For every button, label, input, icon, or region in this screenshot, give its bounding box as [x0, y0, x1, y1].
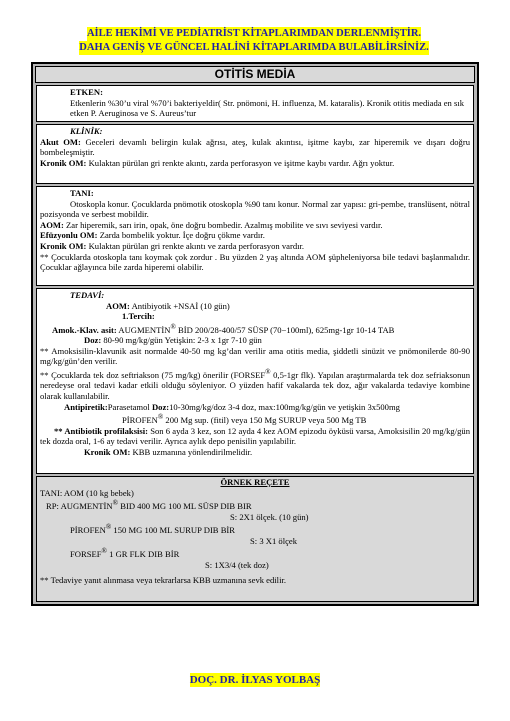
tedavi-kronik-label: Kronik OM: [84, 446, 131, 457]
tedavi-heading: TEDAVİ: [70, 290, 105, 300]
tedavi-note-2a: ** Çocuklarda tek doz seftriakson (75 mg/kg) önerilir (FORSEF [40, 369, 266, 380]
amok-text: BİD 200/28-400/57 SÜSP (70−100ml), 625mg-1gr 10-14 TAB [175, 324, 395, 335]
tani-note: ** Çocuklarda otoskopla tanı koymak çok zordur . Bu yüzden 2 yaş altında AOM şüpheleniyorsa bile tedavi başlanmalıdır. Çocuklar ağlayınca bile zarda hiperemi olabilir. [40, 251, 470, 273]
doz-label: Doz: [84, 335, 102, 346]
tani-aom-text: Zar hiperemik, sarı irin, opak, öne doğru bombedir. Azalmış mobilite ve sıvı seviyesi vardır. [66, 219, 383, 230]
recete-drug3-sig: S: 1X3/4 (tek doz) [205, 559, 269, 570]
klinik-kronik-text: Kulaktan pürülan gri renkte akıntı, zarda perforasyon ve işitme kaybı vardır. Ağrı yoktur. [88, 157, 395, 168]
banner-line-2: DAHA GENİŞ VE GÜNCEL HALİNİ KİTAPLARIMDA BULABİLİRSİNİZ. [79, 42, 429, 53]
recete-drug1-sig: S: 2X1 ölçek. (10 gün) [230, 511, 309, 522]
tedavi-aom-label: AOM: [106, 300, 130, 311]
profilaksi-label: ** Antibiotik profilaksisi: [54, 425, 149, 436]
klinik-kronik-label: Kronik OM: [40, 157, 87, 168]
etken-text: Etkenlerin %30’u viral %70’i bakteriyeldir( Str. pnömoni, H. influenza, M. kataralis). Kronik otitis mediada en sık etken P. Aeruginosa ve S. Aureus’tur [70, 97, 465, 119]
tedavi-note-1: ** Amoksisilin-klavunik asit normalde 40-50 mg kg’dan verilir ama otitis media, şiddetli sinüzit ve pnömonilerde 80-90 mg/kg/gün’den verilir. [40, 345, 470, 367]
tani-efuz-text: Zarda bombelik yoktur. İçe doğru çökme vardır. [99, 230, 265, 241]
section-klinik [36, 124, 474, 184]
amok-label: Amok.-Klav. asit: [52, 324, 117, 335]
doz-text: 80-90 mg/kg/gün Yetişkin: 2-3 x 1gr 7-10 gün [101, 335, 262, 346]
registered-mark: ® [112, 499, 119, 508]
section-tedavi [36, 288, 474, 474]
klinik-akut-text: Geceleri devamlı belirgin kulak ağrısı, ateş, kulak akıntısı, işitme kaybı, zar hiperemik ve dışarı doğru bombeleşmiştir. [40, 136, 470, 158]
tani-efuz-label: Efüzyonlu OM: [40, 230, 98, 241]
klinik-heading: KLİNİK: [70, 126, 103, 136]
tedavi-kronik-text: KBB uzmanına yönlendirilmelidir. [130, 446, 253, 457]
recete-drug3-brand: FORSEF [70, 549, 102, 560]
antipiretik-doz-label: Doz: [151, 401, 170, 412]
recete-heading: ÖRNEK REÇETE [220, 477, 290, 487]
klinik-akut-label: Akut OM: [40, 136, 81, 147]
recete-drug2-text: 150 MG 100 ML SURUP DIB BİR [111, 525, 236, 536]
content-frame [31, 62, 479, 606]
recete-drug2-brand: PİROFEN [70, 525, 106, 536]
registered-mark: ® [157, 413, 164, 422]
recete-tani: TANI: AOM (10 kg bebek) [40, 487, 134, 498]
page-title: OTİTİS MEDİA [35, 66, 475, 83]
antipiretik-text-1: Parasetamol [107, 401, 152, 412]
tani-kronik-text: Kulaktan pürülan gri renkte akıntı ve zarda perforasyon vardır. [88, 240, 305, 251]
registered-mark: ® [265, 368, 271, 377]
section-recete [36, 476, 474, 602]
amok-brand: AUGMENTİN [118, 324, 171, 335]
etken-heading: ETKEN: [70, 87, 103, 97]
tani-kronik-label: Kronik OM: [40, 240, 87, 251]
recete-drug1-brand: AUGMENTİN [60, 501, 113, 512]
recete-note: ** Tedaviye yanıt alınmasa veya tekrarlarsa KBB uzmanına sevk edilir. [40, 575, 286, 586]
pirofen-brand: PİROFEN [122, 415, 158, 426]
registered-mark: ® [170, 322, 176, 331]
section-tani [36, 186, 474, 286]
recete-drug2-sig: S: 3 X1 ölçek [250, 535, 298, 546]
author-footer [171, 673, 339, 687]
recete-drug3-text: 1 GR FLK DIB BİR [106, 549, 180, 560]
tani-text: Otoskopla konur. Çocuklarda pnömotik otoskopla %90 tanı konur. Normal zar yapısı: gri-pembe, translüsent, nötral pozisyonda ve serbest mobildir. [40, 198, 470, 220]
tedavi-tercih: 1.Tercih: [122, 311, 155, 322]
author-name: DOÇ. DR. İLYAS YOLBAŞ [189, 674, 321, 686]
tani-aom-label: AOM: [40, 219, 64, 230]
tedavi-aom-text: Antibiyotik +NSAİ (10 gün) [131, 300, 230, 311]
tani-heading: TANI: [70, 188, 94, 198]
antipiretik-text-2: 10-30mg/kg/doz 3-4 doz, max:100mg/kg/gün ve yetişkin 3x500mg [169, 401, 400, 412]
pirofen-text: 200 Mg sup. (fitil) veya 150 Mg SURUP veya 500 Mg TB [163, 415, 367, 426]
recete-drug1-text: BID 400 MG 100 ML SÜSP DIB BIR [118, 501, 252, 512]
banner-line-1: AİLE HEKİMİ VE PEDİATRİST KİTAPLARIMDAN DERLENMİŞTİR. [86, 28, 422, 39]
header-banner [62, 27, 446, 55]
tedavi-note-2b: 0,5-1gr flk). Yapılan araştırmalarda tek doz sefriaksonun neredeyse oral tedavi kadar etkili olduğu söyleniyor. O yüzden hafif vakalarda tek doz, ağır vakalarda tedaviye kombine olarak kullanılabilir. [40, 369, 470, 402]
antipiretik-label: Antipiretik: [64, 401, 108, 412]
section-etken [36, 85, 474, 122]
recete-rp: RP: [46, 501, 59, 512]
registered-mark: ® [101, 547, 107, 556]
registered-mark: ® [105, 523, 112, 532]
profilaksi-text: Son 6 ayda 3 kez, son 12 ayda 4 kez AOM epizodu öyküsü varsa, Amoksisilin 20 mg/kg/gün tek dozda oral, 1-6 ay tedavi verilir. Ayrıca aylık depo penisilin yapılabilir. [40, 425, 470, 447]
